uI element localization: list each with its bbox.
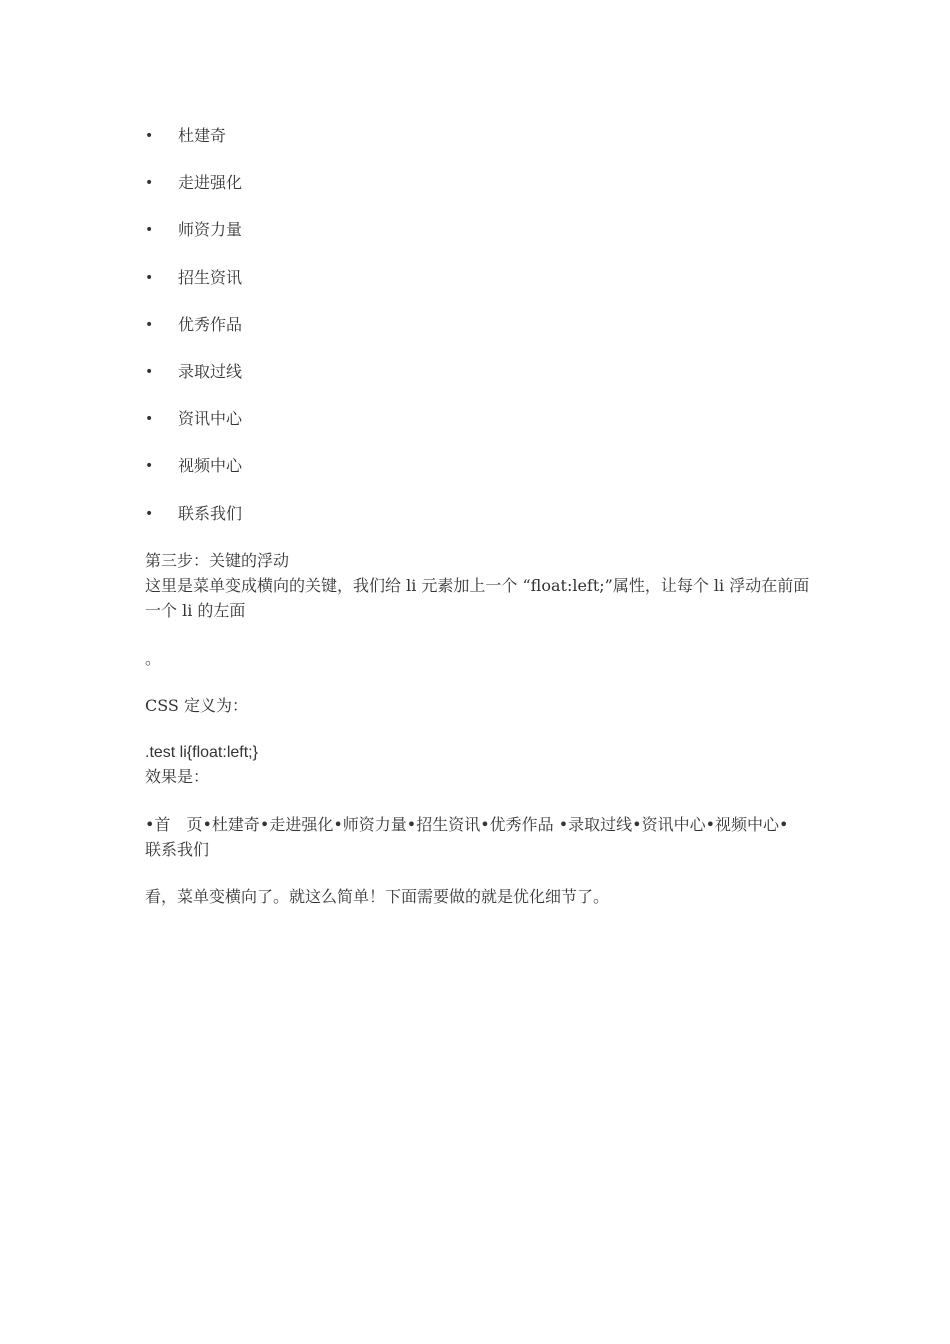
list-item-label: 师资力量 <box>178 220 243 240</box>
list-item <box>145 360 242 407</box>
list-item <box>145 502 242 549</box>
bullet-icon: • <box>145 411 154 428</box>
css-label: CSS 定义为： <box>145 696 248 715</box>
list-item-label: 视频中心 <box>178 456 243 476</box>
list-item <box>145 454 242 501</box>
list-item <box>145 218 242 265</box>
menu-list <box>145 124 242 549</box>
list-item <box>145 171 242 218</box>
effect-line-1: •首 页•杜建奇•走进强化•师资力量•招生资讯•优秀作品 •录取过线•资讯中心•视频中心• <box>145 815 789 834</box>
bullet-icon: • <box>145 269 154 286</box>
effect-label: 效果是： <box>145 767 210 786</box>
step-heading: 第三步：关键的浮动 <box>145 551 290 570</box>
period-mark: 。 <box>145 649 162 668</box>
bullet-icon: • <box>145 363 154 380</box>
bullet-icon: • <box>145 505 154 522</box>
list-item <box>145 124 242 171</box>
list-item-label: 优秀作品 <box>178 314 243 334</box>
description-line-1: 这里是菜单变成横向的关键，我们给 li 元素加上一个 “float:left;”属性，让每个 li 浮动在前面 <box>145 576 810 595</box>
description-line-2: 一个 li 的左面 <box>145 601 246 620</box>
effect-line-2: 联系我们 <box>145 840 210 859</box>
list-item-label: 录取过线 <box>178 361 243 381</box>
bullet-icon: • <box>145 175 154 192</box>
bullet-icon: • <box>145 458 154 475</box>
list-item-label: 走进强化 <box>178 173 243 193</box>
list-item <box>145 266 242 313</box>
list-item-label: 联系我们 <box>178 503 243 523</box>
bullet-icon: • <box>145 128 154 144</box>
css-code: .test li{float:left;} <box>145 744 258 761</box>
list-item-label: 杜建奇 <box>178 126 227 145</box>
conclusion-text: 看，菜单变横向了。就这么简单！下面需要做的就是优化细节了。 <box>145 887 610 906</box>
list-item <box>145 407 242 454</box>
list-item-label: 招生资讯 <box>178 267 243 287</box>
bullet-icon: • <box>145 316 154 333</box>
list-item <box>145 313 242 360</box>
list-item-label: 资讯中心 <box>178 409 243 429</box>
bullet-icon: • <box>145 222 154 239</box>
